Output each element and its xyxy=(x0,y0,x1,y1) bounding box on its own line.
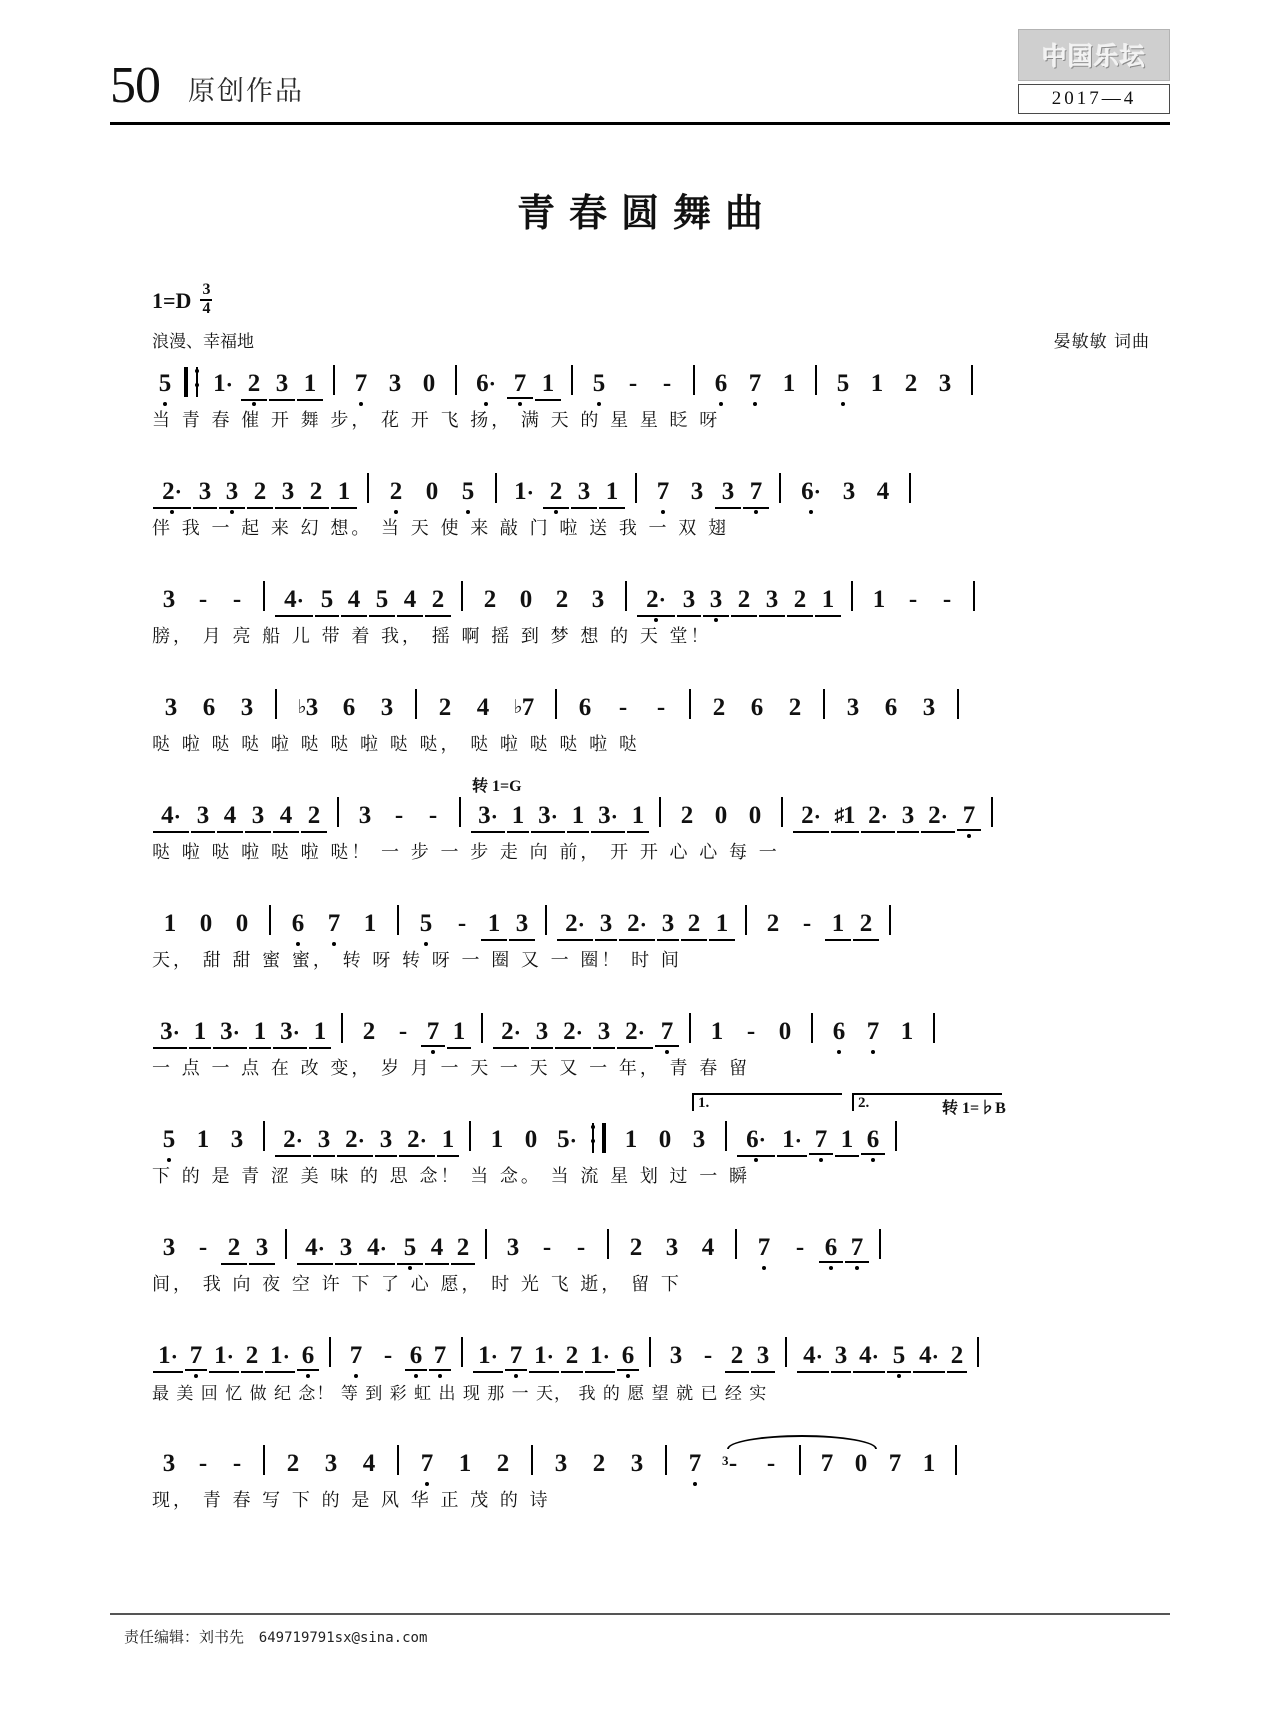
note-row: 3 - - 2 3 4 7 1 2 3 2 3 7 - - 7 0 7 1 xyxy=(152,1439,1150,1479)
note-row: 4 · 3 4 3 4 2 3 - - 3 · 1 3 · 1 3 · 1 2 0 0 2 · ♯ 1 2 · 3 2 · 7 xyxy=(152,791,1150,831)
lyric-row: 当 青 春 催 开 舞 步， 花 开 飞 扬， 满 天 的 星 星 眨 呀 xyxy=(152,410,721,431)
note-row: 3 - 2 3 4 · 3 4 · 5 4 2 3 - - 2 3 4 7 - 6 7 xyxy=(152,1223,1150,1263)
lyric-row: 下 的 是 青 涩 美 味 的 思 念！ 当 念。 当 流 星 划 过 一 瞬 xyxy=(152,1166,750,1187)
repeat-end xyxy=(592,1119,606,1153)
magazine-logo xyxy=(1018,29,1170,114)
editor-email: 649719791sx@sina.com xyxy=(258,1630,428,1646)
repeat-start xyxy=(184,363,198,397)
footer-divider xyxy=(110,1613,1170,1615)
note-row: 1 0 0 6 7 1 5 - 1 3 2 · 3 2 · 3 2 1 2 - 1 2 xyxy=(152,899,1150,939)
header-divider xyxy=(110,122,1170,125)
composer-credit: 晏敏敏 词曲 xyxy=(1053,332,1150,352)
triplet-label: 3 xyxy=(722,1453,729,1468)
key-label: 1=D xyxy=(152,288,192,313)
lyric-row: 伴 我 一 起 来 幻 想。 当 天 使 来 敲 门 啦 送 我 一 双 翅 xyxy=(152,518,729,539)
lyric-row: 天， 甜 甜 蜜 蜜， 转 呀 转 呀 一 圈 又 一 圈！ 时 间 xyxy=(152,950,682,971)
music-system xyxy=(152,467,1150,543)
issue-number: 2017—4 xyxy=(1018,84,1170,114)
music-system xyxy=(152,359,1150,435)
score-body xyxy=(0,359,1280,1515)
lyric-row: 哒 啦 哒 啦 哒 啦 哒！ 一 步 一 步 走 向 前， 开 开 心 心 每 一 xyxy=(152,842,780,863)
note-row: 2· 3 3 2 3 2 1 2 0 5 1 · 2 3 1 7 3 3 7 6· 3 4 xyxy=(152,467,1150,507)
section-label: 原创作品 xyxy=(188,76,304,107)
ending-1: 1. xyxy=(692,1093,842,1111)
music-system xyxy=(152,899,1150,975)
lyric-row: 一 点 一 点 在 改 变， 岁 月 一 天 一 天 又 一 年， 青 春 留 xyxy=(152,1058,750,1079)
music-system xyxy=(152,683,1150,759)
note-row: 3 - - 4 · 5 4 5 4 2 2 0 2 3 2· 3 3 2 3 2 1 1 - - xyxy=(152,575,1150,615)
time-denominator: 4 xyxy=(202,300,211,317)
music-system xyxy=(152,575,1150,651)
modulation-label: 转 1=♭B xyxy=(942,1100,1006,1117)
logo-text: 中国乐坛 xyxy=(1018,29,1170,81)
time-numerator: 3 xyxy=(200,282,212,301)
page-number: 50 xyxy=(110,57,160,114)
music-system xyxy=(152,1095,1150,1191)
song-title: 青春圆舞曲 xyxy=(516,191,777,235)
note-row: 5 1 · 2 3 1 7 3 0 6· 7 1 5 - - 6 7 1 5 1 2 3 xyxy=(152,359,1150,399)
lyric-row: 膀， 月 亮 船 儿 带 着 我， 摇 啊 摇 到 梦 想 的 天 堂！ xyxy=(152,626,712,647)
note-row: 3 · 1 3 · 1 3 · 1 2 - 7 1 2 · 3 2 · 3 2 · 7 1 - 0 6 7 1 xyxy=(152,1007,1150,1047)
lyric-row: 间， 我 向 夜 空 许 下 了 心 愿， 时 光 飞 逝， 留 下 xyxy=(152,1274,682,1295)
music-system xyxy=(152,1331,1150,1407)
ending-2: 2. xyxy=(852,1093,1002,1111)
editor-label: 责任编辑：刘书先 xyxy=(124,1628,245,1646)
score-meta xyxy=(0,281,1280,359)
music-system xyxy=(152,1439,1150,1515)
lyric-row: 哒 啦 哒 哒 啦 哒 哒 啦 哒 哒， 哒 啦 哒 哒 啦 哒 xyxy=(152,734,640,755)
lyric-row: 最 美 回 忆 做 纪 念！ 等 到 彩 虹 出 现 那 一 天， 我 的 愿 望 就 已 经 实 xyxy=(152,1383,768,1404)
music-system xyxy=(152,778,1150,867)
page-header xyxy=(0,0,1280,120)
modulation-label: 转 1=G xyxy=(472,778,522,795)
note-row: 3 6 3 ♭ 3 6 3 2 4 ♭ 7 6 - - 2 6 2 3 6 3 xyxy=(152,683,1150,723)
note-row: 5 1 3 2 · 3 2 · 3 2 · 1 1 0 5 · 1 0 3 6· 1 · 7 1 6 xyxy=(152,1115,1150,1155)
lyric-row: 现， 青 春 写 下 的 是 风 华 正 茂 的 诗 xyxy=(152,1490,551,1511)
note-row: 1 · 7 1 · 2 1 · 6 7 - 6 7 1 · 7 1 · 2 1 · 6 3 - 2 3 4 · 3 4 · 5 4 · 2 xyxy=(152,1331,1150,1371)
time-signature xyxy=(200,282,212,318)
music-system xyxy=(152,1007,1150,1083)
key-signature xyxy=(152,281,1150,321)
expression-mark: 浪漫、幸福地 xyxy=(152,332,254,352)
footer-credit xyxy=(124,1626,427,1647)
slur-mark xyxy=(727,1435,877,1449)
music-system xyxy=(152,1223,1150,1299)
